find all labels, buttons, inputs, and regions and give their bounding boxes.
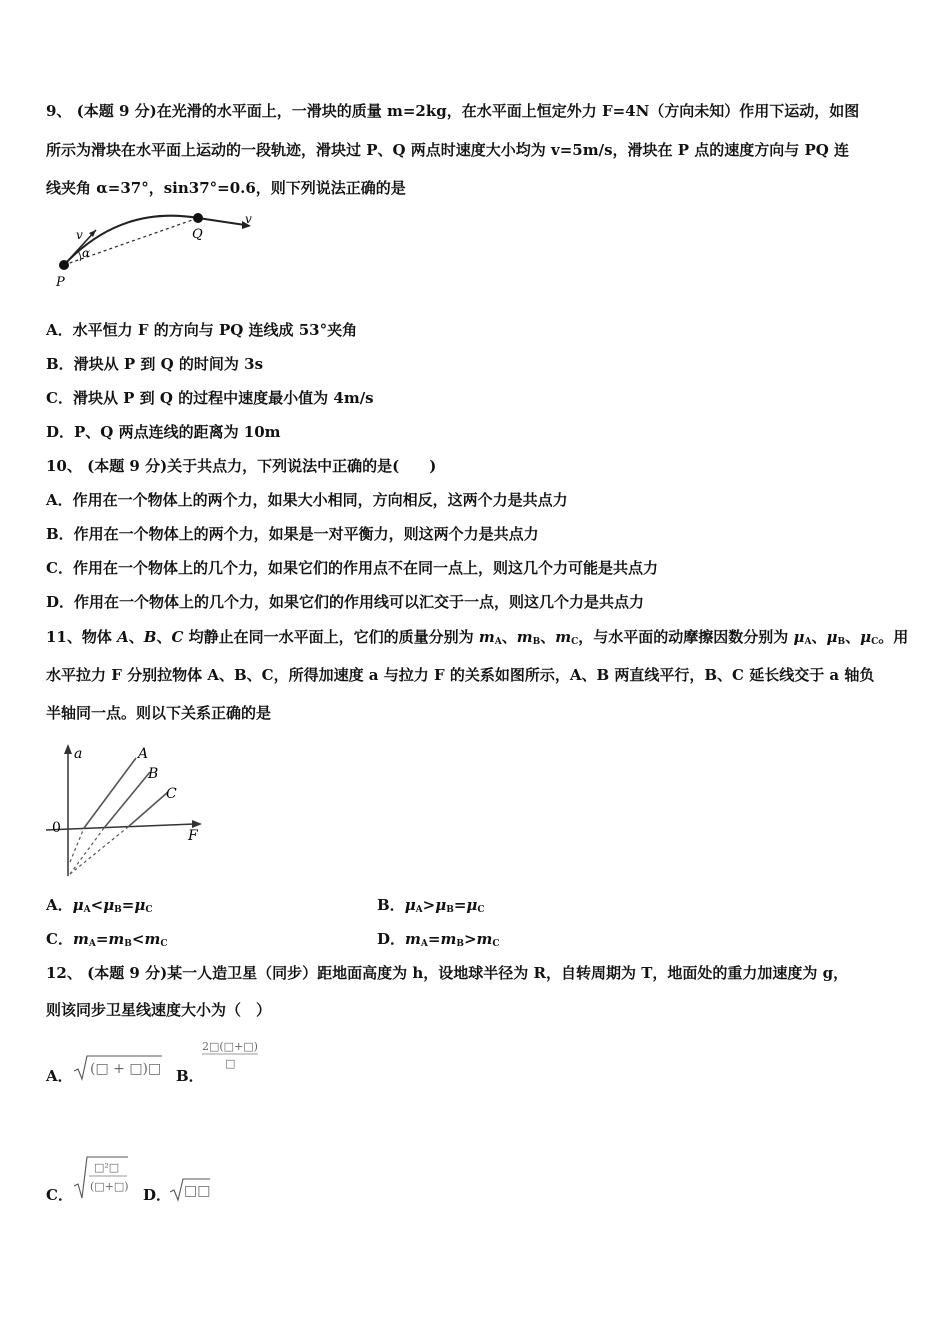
q9-option-b[interactable]: B．滑块从 P 到 Q 的时间为 3s — [46, 355, 264, 373]
formula-d-text: □□ — [184, 1183, 211, 1199]
origin-label: 0 — [52, 820, 61, 836]
point-p — [59, 260, 69, 270]
q11-stem-line2: 水平拉力 F 分别拉物体 A、B、C，所得加速度 a 与拉力 F 的关系如图所示，A、B 两直线平行，B、C 延长线交于 a 轴负 — [46, 666, 875, 684]
trajectory-curve — [64, 216, 245, 265]
q11-option-a[interactable]: A．$\mu_A<\mu_B=\mu_C$ — [46, 896, 153, 915]
label-v1: v — [76, 228, 83, 242]
q12-option-a-label[interactable]: A． — [46, 1067, 73, 1085]
formula-c-numerator: □²□ — [94, 1161, 120, 1174]
formula-b-denominator: □ — [225, 1057, 236, 1070]
line-a — [84, 758, 136, 828]
q12-option-d-label[interactable]: D． — [143, 1186, 172, 1204]
q9-stem-line2: 所示为滑块在水平面上运动的一段轨迹，滑块过 P、Q 两点时速度大小均为 v=5m/s，滑块在 P 点的速度方向与 PQ 连 — [46, 141, 850, 159]
label-v2: v — [245, 212, 252, 226]
label-alpha: α — [82, 246, 91, 260]
q11-a-f-graph — [44, 738, 209, 880]
q12-option-c-label[interactable]: C． — [46, 1186, 73, 1204]
line-b — [104, 772, 150, 828]
q12-formula-c — [72, 1154, 132, 1202]
q9-stem-line3: 线夹角 α=37°，sin37°=0.6，则下列说法正确的是 — [46, 179, 406, 197]
q12-formula-a — [72, 1052, 164, 1082]
q11-stem-line3: 半轴同一点。则以下关系正确的是 — [46, 704, 272, 722]
q9-stem-line1: 9、 (本题 9 分)在光滑的水平面上，一滑块的质量 m=2kg，在水平面上恒定外力 F=4N（方向未知）作用下运动，如图 — [46, 102, 860, 120]
q11-option-c[interactable]: C．$m_A=m_B<m_C$ — [46, 930, 168, 949]
q10-option-d[interactable]: D．作用在一个物体上的几个力，如果它们的作用线可以汇交于一点，则这几个力是共点力 — [46, 593, 645, 611]
q10-option-c[interactable]: C．作用在一个物体上的几个力，如果它们的作用点不在同一点上，则这几个力可能是共点力 — [46, 559, 658, 577]
q11-stem-line1: 11、物体 A、B、C 均静止在同一水平面上，它们的质量分别为 $m_A$、$m_B$、$m_C$，与水平面的动摩擦因数分别为 $\mu_A$、$\mu_B$、$\mu_C$。用 — [46, 628, 909, 647]
formula-a-text: (□ + □)□ — [90, 1061, 162, 1077]
q11-option-b[interactable]: B．$\mu_A>\mu_B=\mu_C$ — [377, 896, 485, 915]
label-p: P — [56, 275, 65, 290]
formula-c-denominator: (□+□) — [90, 1180, 129, 1193]
axis-label-a: a — [74, 746, 83, 762]
q12-option-b-label[interactable]: B． — [176, 1067, 204, 1085]
q12-stem-line2: 则该同步卫星线速度大小为（ ） — [46, 1001, 272, 1019]
formula-b-numerator: 2□(□+□) — [202, 1040, 258, 1053]
q9-option-d[interactable]: D．P、Q 两点连线的距离为 10m — [46, 423, 281, 441]
label-line-b: B — [148, 766, 159, 782]
q12-stem-line1: 12、 (本题 9 分)某一人造卫星（同步）距地面高度为 h，设地球半径为 R，自转周期为 T，地面处的重力加速度为 g， — [46, 964, 849, 982]
q10-stem: 10、 (本题 9 分)关于共点力，下列说法中正确的是( ) — [46, 457, 437, 475]
label-line-c: C — [166, 786, 177, 802]
point-q — [193, 213, 203, 223]
q11-option-d[interactable]: D．$m_A=m_B>m_C$ — [377, 930, 500, 949]
q9-option-c[interactable]: C．滑块从 P 到 Q 的过程中速度最小值为 4m/s — [46, 389, 374, 407]
q10-option-b[interactable]: B．作用在一个物体上的两个力，如果是一对平衡力，则这两个力是共点力 — [46, 525, 539, 543]
q10-option-a[interactable]: A．作用在一个物体上的两个力，如果大小相同，方向相反，这两个力是共点力 — [46, 491, 568, 509]
q12-formula-b — [198, 1036, 262, 1072]
q9-trajectory-figure — [50, 205, 265, 290]
label-line-a: A — [138, 746, 149, 762]
line-c — [128, 792, 168, 827]
q12-formula-d — [168, 1176, 212, 1204]
axis-label-f: F — [188, 828, 198, 844]
label-q: Q — [192, 227, 203, 242]
q9-option-a[interactable]: A．水平恒力 F 的方向与 PQ 连线成 53°夹角 — [46, 321, 358, 339]
